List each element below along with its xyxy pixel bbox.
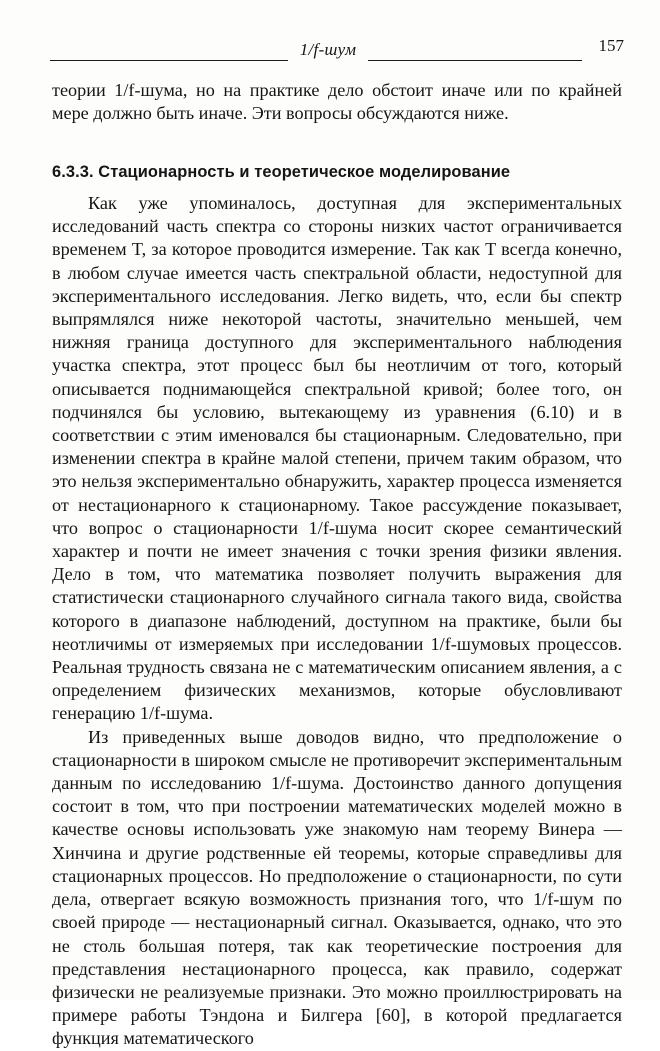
header-rule-left [50, 60, 288, 61]
running-head [50, 36, 624, 62]
paragraph-continued: теории 1/f-шума, но на практике дело обстоит иначе или по крайней мере должно быть иначе. Эти вопросы обсуждаются ниже. [52, 80, 622, 124]
running-title: 1/f-шум [299, 40, 357, 59]
main-text-block [52, 192, 622, 1051]
header-rule-right [368, 60, 582, 61]
section-heading: 6.3.3. Стационарность и теоретическое моделирование [52, 163, 511, 181]
continued-text-block [52, 79, 622, 125]
paragraph-stationarity-1: Как уже упоминалось, доступная для экспериментальных исследований часть спектра со стороны низких частот ограничивается временем T, за которое проводится измерение. Так как T всегда конечно, в любом случае имеется часть спектральной области, недоступной для экспериментального исследования. Легко видеть, что, если бы спектр выпрямлялся ниже некоторой частоты, значительно меньшей, чем нижняя граница доступного для экспериментального наблюдения участка спектра, этот процесс был бы неотличим от того, который описывается поднимающейся спектральной кривой; более того, он подчинялся бы условию, вытекающему из уравнения (6.10) и в соответствии с этим именовался бы стационарным. Следовательно, при изменении спектра в крайне малой степени, причем таким образом, что это нельзя экспериментально обнаружить, характер процесса изменяется от нестационарного к стационарному. Такое рассуждение показывает, что вопрос о стационарности 1/f-шума носит скорее семантический характер и почти не имеет значения с точки зрения физики явления. Дело в том, что математика позволяет получить выражения для статистически стационарного случайного сигнала такого вида, свойства которого в диапазоне наблюдений, доступном на практике, были бы неотличимы от измеряемых при исследовании 1/f-шумовых процессов. Реальная трудность связана не с математическим описанием явления, а с определением физических механизмов, которые обусловливают генерацию 1/f-шума. [52, 193, 622, 724]
page-number: 157 [598, 36, 624, 55]
paragraph-stationarity-2: Из приведенных выше доводов видно, что предположение о стационарности в широком смысле не противоречит экспериментальным данным по исследованию 1/f-шума. Достоинство данного допущения состоит в том, что при построении математических моделей можно в качестве основы использовать уже знакомую нам теорему Винера — Хинчина и другие родственные ей теоремы, которые справедливы для стационарных процессов. Но предположение о стационарности, по сути дела, отвергает всякую возможность признания того, что 1/f-шум по своей природе — нестационарный сигнал. Оказывается, однако, что это не столь большая потеря, так как теоретические построения для представления нестационарного процесса, как правило, содержат физически не реализуемые признаки. Это можно проиллюстрировать на примере работы Тэндона и Билгера [60], в которой предлагается функция математического [52, 726, 622, 1049]
